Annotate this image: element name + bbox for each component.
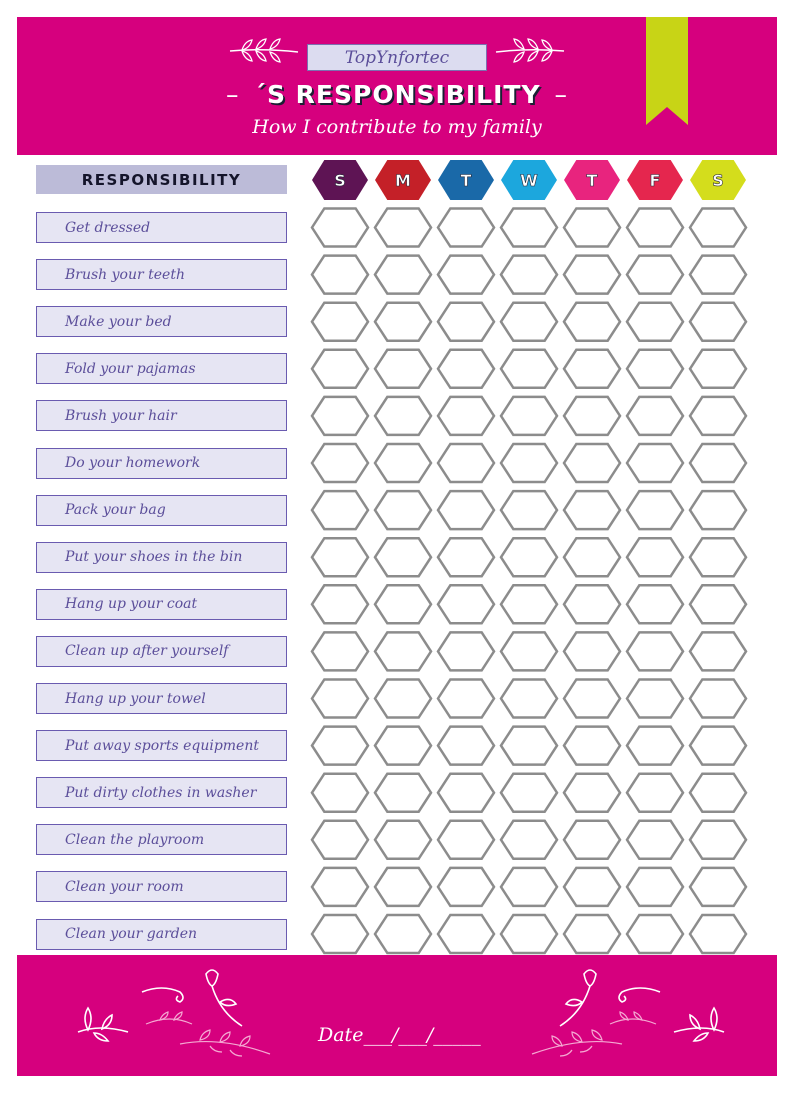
checkbox-cell[interactable] xyxy=(627,727,683,765)
checkbox-cell[interactable] xyxy=(438,303,494,341)
checkbox-cell[interactable] xyxy=(690,256,746,294)
checkbox-cell[interactable] xyxy=(564,209,620,247)
checkbox-cell[interactable] xyxy=(438,256,494,294)
checkbox-cell[interactable] xyxy=(438,632,494,670)
checkbox-cell[interactable] xyxy=(690,303,746,341)
checkbox-cell[interactable] xyxy=(438,350,494,388)
task-label: Hang up your towel xyxy=(36,683,287,714)
checkbox-cell[interactable] xyxy=(438,538,494,576)
task-label: Brush your teeth xyxy=(36,259,287,290)
checkbox-cell[interactable] xyxy=(312,303,368,341)
checkbox-cell[interactable] xyxy=(564,774,620,812)
checkbox-cell[interactable] xyxy=(501,538,557,576)
checkbox-cell[interactable] xyxy=(690,350,746,388)
checkbox-cell[interactable] xyxy=(627,915,683,953)
checkbox-cell[interactable] xyxy=(501,350,557,388)
checkbox-cell[interactable] xyxy=(375,632,431,670)
task-label: Brush your hair xyxy=(36,400,287,431)
checkbox-cell[interactable] xyxy=(375,680,431,718)
checkbox-cell[interactable] xyxy=(564,491,620,529)
checkbox-cell[interactable] xyxy=(690,397,746,435)
checkbox-cell[interactable] xyxy=(690,632,746,670)
checkbox-cell[interactable] xyxy=(375,350,431,388)
checkbox-cell[interactable] xyxy=(501,209,557,247)
checkbox-cell[interactable] xyxy=(312,538,368,576)
checkbox-cell[interactable] xyxy=(375,491,431,529)
checkbox-cell[interactable] xyxy=(690,868,746,906)
checkbox-cell[interactable] xyxy=(375,821,431,859)
checkbox-cell[interactable] xyxy=(438,680,494,718)
checkbox-cell[interactable] xyxy=(564,727,620,765)
checkbox-cell[interactable] xyxy=(564,350,620,388)
checkbox-cell[interactable] xyxy=(438,821,494,859)
responsibility-column-header: RESPONSIBILITY xyxy=(36,165,287,194)
checkbox-cell[interactable] xyxy=(501,680,557,718)
checkbox-cell[interactable] xyxy=(375,209,431,247)
checkbox-cell[interactable] xyxy=(564,680,620,718)
checkbox-cell[interactable] xyxy=(438,491,494,529)
task-label: Put away sports equipment xyxy=(36,730,287,761)
checkbox-cell[interactable] xyxy=(312,397,368,435)
checkbox-cell[interactable] xyxy=(627,538,683,576)
day-header-label: T xyxy=(586,171,598,190)
checkbox-cell[interactable] xyxy=(375,915,431,953)
checkbox-cell[interactable] xyxy=(438,774,494,812)
checkbox-cell[interactable] xyxy=(564,821,620,859)
checkbox-cell[interactable] xyxy=(690,821,746,859)
day-header-label: W xyxy=(520,171,538,190)
task-label: Clean your garden xyxy=(36,919,287,950)
checkbox-cell[interactable] xyxy=(690,680,746,718)
checkbox-cell[interactable] xyxy=(312,821,368,859)
checkbox-cell[interactable] xyxy=(501,256,557,294)
checkbox-cell[interactable] xyxy=(375,585,431,623)
checkbox-cell[interactable] xyxy=(627,821,683,859)
checkbox-cell[interactable] xyxy=(438,585,494,623)
checkbox-cell[interactable] xyxy=(564,397,620,435)
checkbox-cell[interactable] xyxy=(627,774,683,812)
day-header-label: S xyxy=(712,171,724,190)
checkbox-cell[interactable] xyxy=(438,209,494,247)
task-label: Get dressed xyxy=(36,212,287,243)
title-text: ´S RESPONSIBILITY xyxy=(253,80,541,109)
checkbox-cell[interactable] xyxy=(501,774,557,812)
brand-name: TopYnfortec xyxy=(344,47,450,68)
checkbox-cell[interactable] xyxy=(564,915,620,953)
checkbox-cell[interactable] xyxy=(312,444,368,482)
checkbox-cell[interactable] xyxy=(375,397,431,435)
checkbox-cell[interactable] xyxy=(375,727,431,765)
checkbox-cell[interactable] xyxy=(438,397,494,435)
task-label: Clean the playroom xyxy=(36,824,287,855)
day-header-label: T xyxy=(460,171,472,190)
checkbox-cell[interactable] xyxy=(438,915,494,953)
checkbox-cell[interactable] xyxy=(375,868,431,906)
checkbox-cell[interactable] xyxy=(501,727,557,765)
checkbox-cell[interactable] xyxy=(627,209,683,247)
checkbox-cell[interactable] xyxy=(627,256,683,294)
checkbox-cell[interactable] xyxy=(312,632,368,670)
task-label: Fold your pajamas xyxy=(36,353,287,384)
checkbox-cell[interactable] xyxy=(312,915,368,953)
checkbox-cell[interactable] xyxy=(564,868,620,906)
checkbox-cell[interactable] xyxy=(690,209,746,247)
task-label: Put your shoes in the bin xyxy=(36,542,287,573)
checkbox-cell[interactable] xyxy=(312,727,368,765)
checkbox-cell[interactable] xyxy=(501,444,557,482)
checkbox-cell[interactable] xyxy=(690,491,746,529)
task-label: Pack your bag xyxy=(36,495,287,526)
checkbox-cell[interactable] xyxy=(438,868,494,906)
checkbox-cell[interactable] xyxy=(690,444,746,482)
task-label: Hang up your coat xyxy=(36,589,287,620)
checkbox-cell[interactable] xyxy=(627,868,683,906)
checkbox-cell[interactable] xyxy=(564,538,620,576)
floral-right-ornament-icon xyxy=(522,962,732,1066)
checkbox-cell[interactable] xyxy=(312,585,368,623)
page-subtitle: How I contribute to my family xyxy=(252,116,542,138)
checkbox-cell[interactable] xyxy=(501,303,557,341)
checkbox-cell[interactable] xyxy=(564,585,620,623)
checkbox-cell[interactable] xyxy=(501,632,557,670)
checkbox-cell[interactable] xyxy=(627,397,683,435)
checkbox-cell[interactable] xyxy=(312,209,368,247)
checkbox-cell[interactable] xyxy=(312,680,368,718)
checkbox-cell[interactable] xyxy=(627,491,683,529)
checkbox-cell[interactable] xyxy=(690,538,746,576)
checkbox-cell[interactable] xyxy=(375,444,431,482)
checkbox-cell[interactable] xyxy=(501,491,557,529)
checkbox-cell[interactable] xyxy=(690,585,746,623)
checkbox-cell[interactable] xyxy=(312,774,368,812)
task-label: Clean your room xyxy=(36,871,287,902)
checkbox-cell[interactable] xyxy=(501,397,557,435)
checkbox-cell[interactable] xyxy=(312,491,368,529)
task-label: Do your homework xyxy=(36,448,287,479)
title-dash-left: – xyxy=(225,80,240,109)
checkbox-cell[interactable] xyxy=(690,915,746,953)
checkbox-cell[interactable] xyxy=(627,350,683,388)
checkbox-cell[interactable] xyxy=(627,632,683,670)
checkbox-cell[interactable] xyxy=(312,868,368,906)
checkbox-cell[interactable] xyxy=(690,727,746,765)
task-label: Put dirty clothes in washer xyxy=(36,777,287,808)
checkbox-cell[interactable] xyxy=(375,538,431,576)
checkbox-cell[interactable] xyxy=(501,585,557,623)
checkbox-cell[interactable] xyxy=(375,303,431,341)
checkbox-cell[interactable] xyxy=(564,632,620,670)
checkbox-cell[interactable] xyxy=(564,256,620,294)
checkbox-cell[interactable] xyxy=(627,585,683,623)
checkbox-cell[interactable] xyxy=(375,774,431,812)
checkbox-cell[interactable] xyxy=(627,444,683,482)
checkbox-cell[interactable] xyxy=(375,256,431,294)
checkbox-cell[interactable] xyxy=(438,727,494,765)
checkbox-cell[interactable] xyxy=(501,821,557,859)
checkbox-cell[interactable] xyxy=(501,915,557,953)
date-field[interactable]: Date___/___/_____ xyxy=(318,1024,481,1046)
checkbox-cell[interactable] xyxy=(312,256,368,294)
task-label: Clean up after yourself xyxy=(36,636,287,667)
checkbox-cell[interactable] xyxy=(627,680,683,718)
floral-left-ornament-icon xyxy=(70,962,280,1066)
checkbox-cell[interactable] xyxy=(564,303,620,341)
checkbox-cell[interactable] xyxy=(627,303,683,341)
checkbox-cell[interactable] xyxy=(690,774,746,812)
checkbox-cell[interactable] xyxy=(564,444,620,482)
day-header-label: F xyxy=(649,171,661,190)
task-label: Make your bed xyxy=(36,306,287,337)
day-header-label: M xyxy=(395,171,411,190)
day-header-label: S xyxy=(334,171,346,190)
title-dash-right: – xyxy=(554,80,569,109)
checkbox-cell[interactable] xyxy=(501,868,557,906)
checkbox-cell[interactable] xyxy=(438,444,494,482)
checkbox-cell[interactable] xyxy=(312,350,368,388)
